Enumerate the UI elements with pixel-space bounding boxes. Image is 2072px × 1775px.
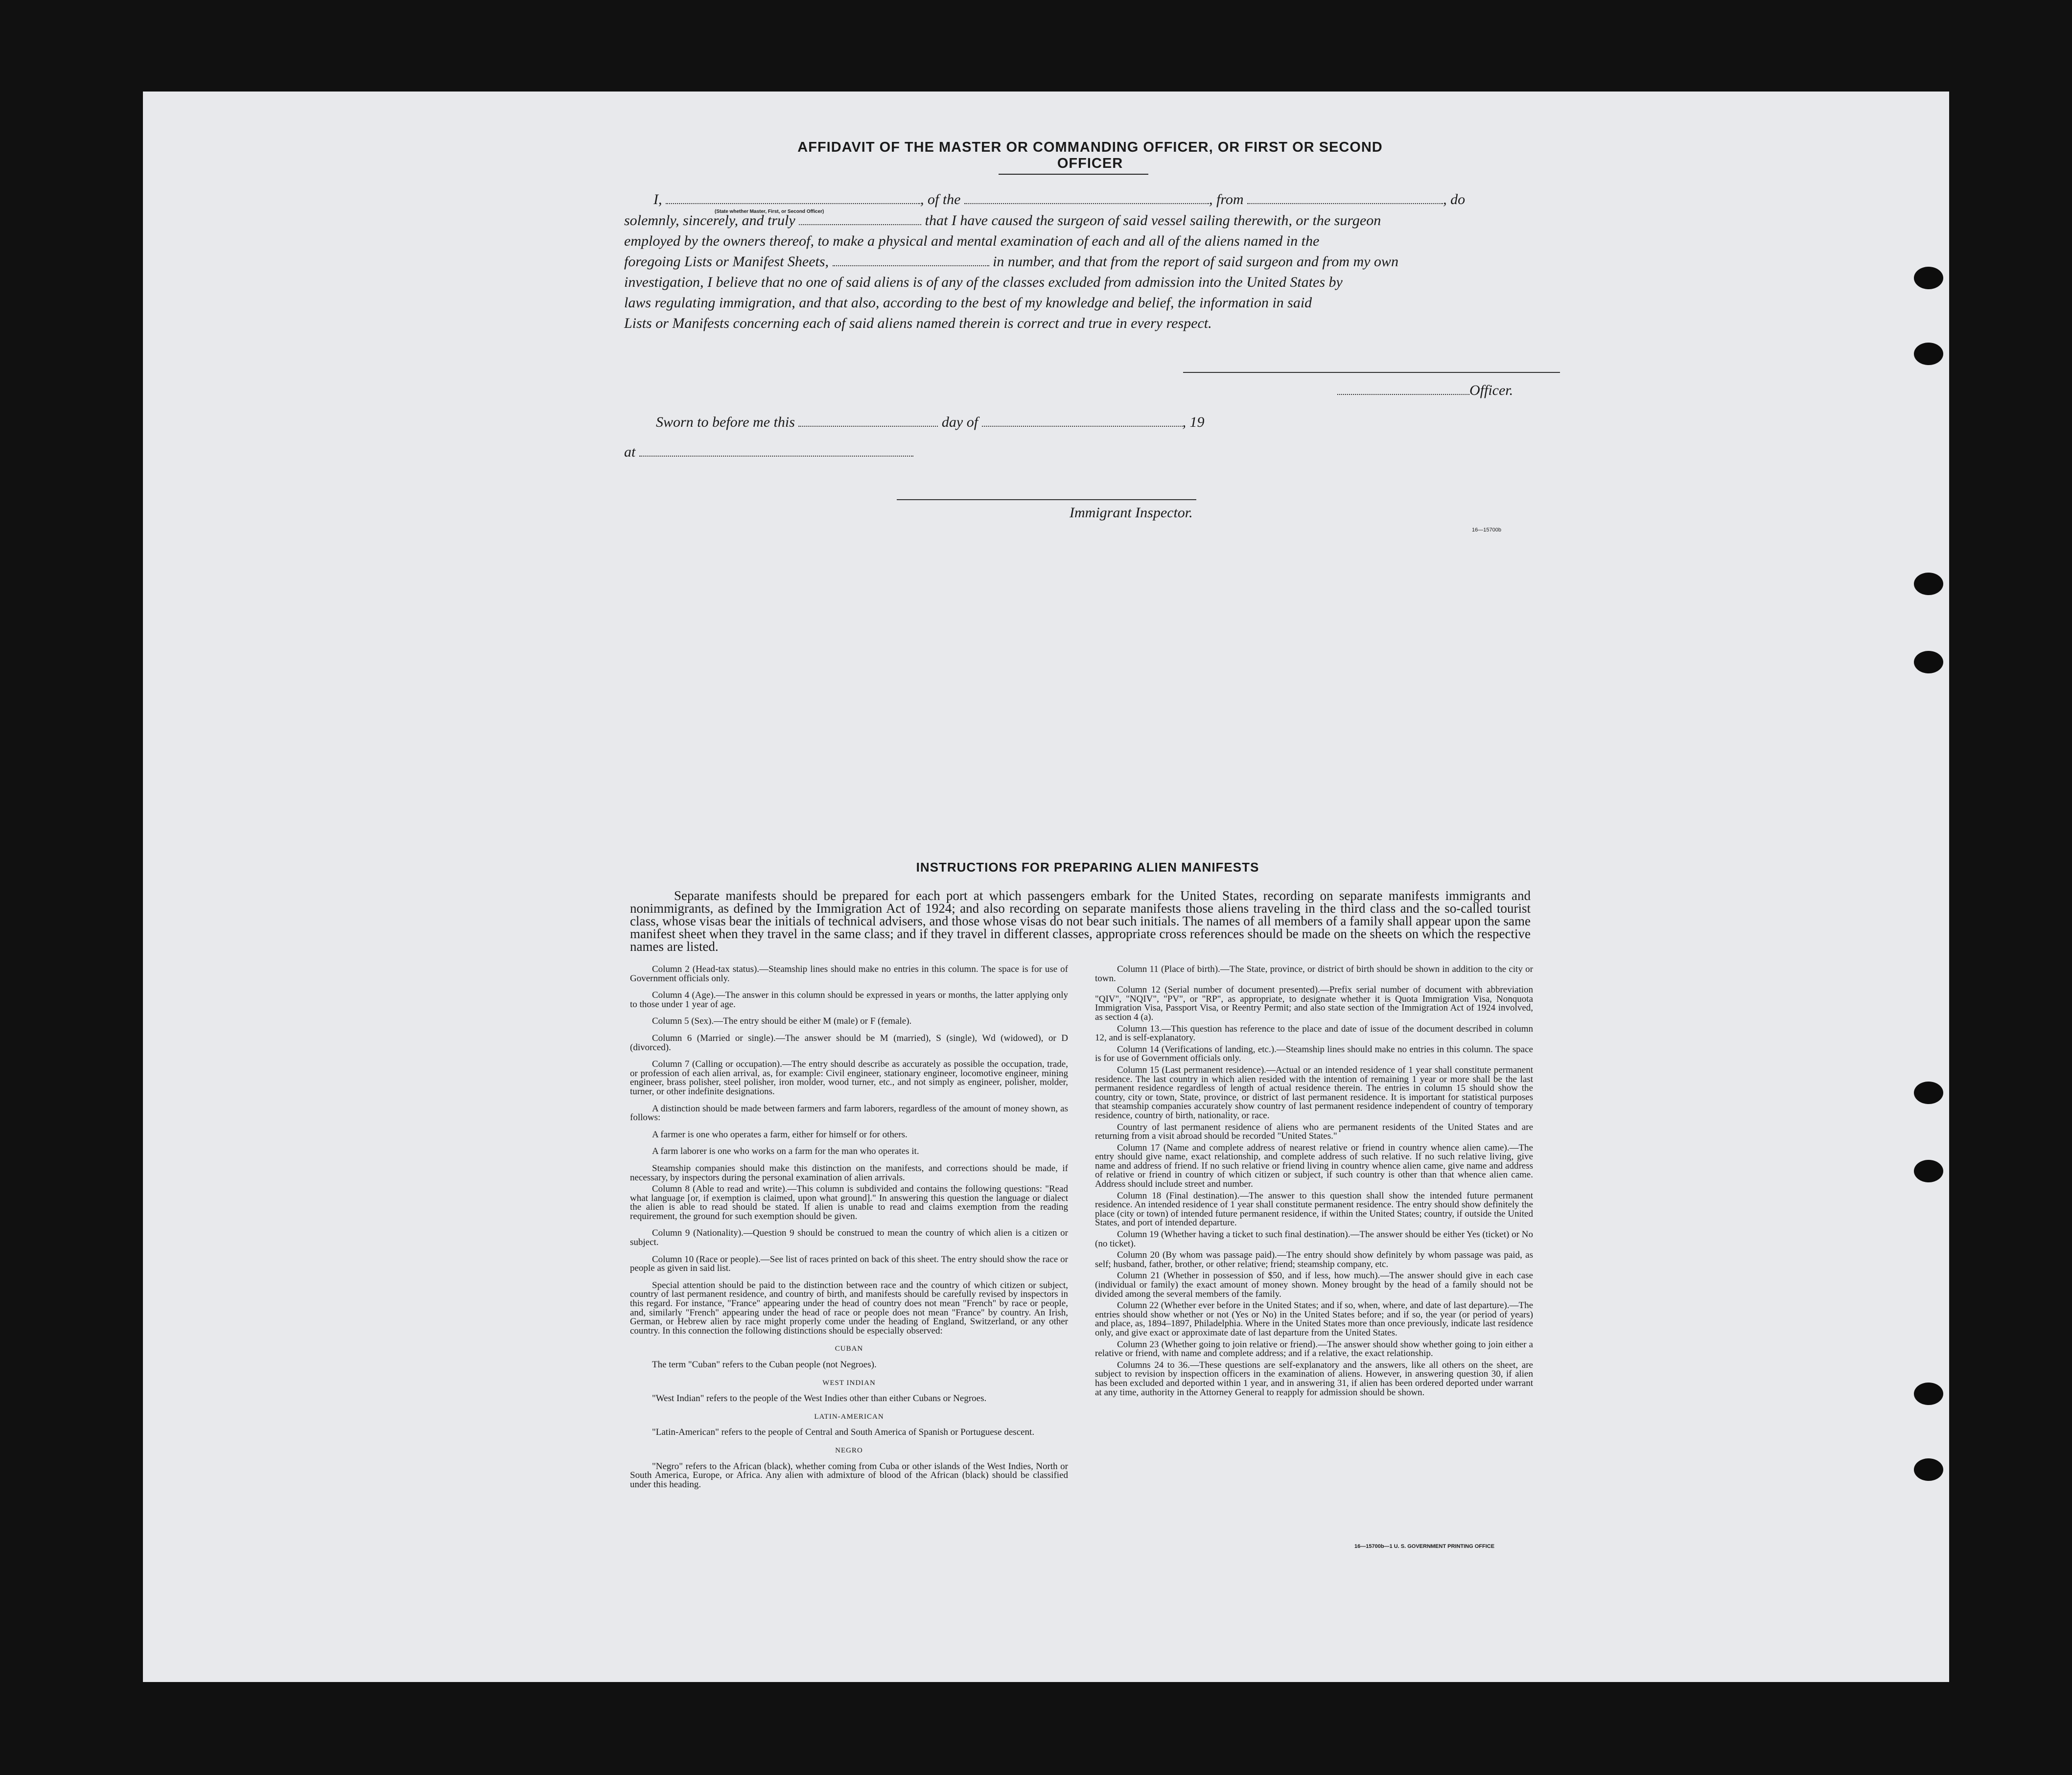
- negro-text: "Negro" refers to the African (black), whether coming from Cuba or other islands of the West Indies, North or South America, Europe, or Africa. Any alien with admixture of blood of the African (black) should be classified under this heading.: [630, 1461, 1068, 1490]
- affidavit-line-7: Lists or Manifests concerning each of said aliens named therein is correct and true in every respect.: [624, 315, 1212, 331]
- column-18-text: Column 18 (Final destination).—The answer to this question shall show the intended future permanent residence. An intended residence of 1 year shall constitute permanent residence. The entry should show definitely the place (city or town) of intended future permanent residence, if within the United States; country, if outside the United States, and port of intended departure.: [1095, 1190, 1533, 1228]
- instructions-title: INSTRUCTIONS FOR PREPARING ALIEN MANIFESTS: [916, 860, 1259, 875]
- column-20-text: Column 20 (By whom was passage paid).—The entry should show definitely by whom passage was paid, as self; husband, father, brother, or other relative; friend; steamship company, etc.: [1095, 1250, 1533, 1269]
- title-divider: [999, 174, 1148, 175]
- sheet-count-blank[interactable]: [833, 252, 989, 266]
- column-21-text: Column 21 (Whether in possession of $50, and if less, how much).—The answer should give in each case (individual or family) the exact amount of money shown. Money brought by the head of a family should not be divided among the several members of the family.: [1095, 1270, 1533, 1299]
- form-code: 16—15700b: [1472, 527, 1501, 533]
- punch-hole: [1914, 573, 1943, 595]
- column-10-text: Column 10 (Race or people).—See list of races printed on back of this sheet. The entry should show the race or people as given in said list.: [630, 1254, 1068, 1274]
- punch-hole: [1914, 1383, 1943, 1405]
- affidavit-line-3: employed by the owners thereof, to make a physical and mental examination of each and all of the aliens named in the: [624, 233, 1320, 249]
- from-label: , from: [1209, 191, 1244, 207]
- punch-hole: [1914, 1160, 1943, 1182]
- west-indian-heading: WEST INDIAN: [822, 1379, 876, 1387]
- affidavit-title: AFFIDAVIT OF THE MASTER OR COMMANDING OFFICER, OR FIRST OR SECOND OFFICER: [797, 139, 1383, 171]
- column-19-text: Column 19 (Whether having a ticket to such final destination).—The answer should be either Yes (ticket) or No (no ticket).: [1095, 1229, 1533, 1249]
- punch-hole: [1914, 1082, 1943, 1104]
- rank-note: (State whether Master, First, or Second Officer): [715, 209, 824, 214]
- column-23-text: Column 23 (Whether going to join relative or friend).—The answer should show whether going to join either a relative or friend, with name and complete address; and if a relative, the exact relationship.: [1095, 1339, 1533, 1359]
- farm-laborer-text: A farm laborer is one who works on a farm for the man who operates it.: [652, 1146, 919, 1157]
- special-attention-text: Special attention should be paid to the distinction between race and the country of which citizen or subject, country of last permanent residence, and country of birth, and manifests should be carefully revised by inspectors in this regard. For instance, "France" appearing under the head of country does not mean "French" by race or people, and, similarly "French" appearing under the head of race or people does not mean "France" by country. An Irish, German, or Hebrew alien by race might properly come under the heading of England, Switzerland, or any other country. In this connection the following distinctions should be especially observed:: [630, 1280, 1068, 1336]
- instructions-intro: Separate manifests should be prepared for each port at which passengers embark for the United States, recording on separate manifests immigrants and nonimmigrants, as defined by the Immigration Act of 1924; and also recording on separate manifests those aliens traveling in the third class and the so-called tourist class, whose visas bear the initials of technical advisers, and those whose visas do not bear such initials. The names of all members of a family shall appear upon the same manifest sheet when they travel in the same class; and if they travel in different classes, appropriate cross references should be made on the sheets on which the respective names are listed.: [630, 888, 1531, 954]
- steamship-text: Steamship companies should make this distinction on the manifests, and corrections should be made, if necessary, by inspectors during the personal examination of alien arrivals.: [630, 1163, 1068, 1183]
- officer-label: Officer.: [1469, 382, 1513, 398]
- day-blank[interactable]: [798, 412, 938, 427]
- column-17-text: Column 17 (Name and complete address of nearest relative or friend in country whence alien came).—The entry should give name, exact relationship, and complete address of such relative. If no such relative living, give name and address of friend. If no such relative or friend living in country whence alien came, give name and address of relative or friend in country of which citizen or subject, if such country is other than that whence alien came. Address should include street and number.: [1095, 1142, 1533, 1190]
- instructions-right-column: [1095, 965, 1533, 1400]
- inspector-label: Immigrant Inspector.: [1070, 505, 1193, 521]
- month-blank[interactable]: [982, 412, 1183, 427]
- punch-hole: [1914, 343, 1943, 365]
- do-label: , do: [1443, 191, 1466, 207]
- cuban-heading: CUBAN: [835, 1345, 863, 1353]
- i-label: I,: [653, 191, 662, 207]
- column-22-text: Column 22 (Whether ever before in the United States; and if so, when, where, and date of last departure).—The entries should show whether or not (Yes or No) in the United States before; and if so, the year (or period of years) and place, as, 1894–1897, Philadelphia. Where in the United States more than once previously, indicate last residence only, and give exact or approximate date of last departure from the United States.: [1095, 1300, 1533, 1338]
- negro-heading: NEGRO: [835, 1446, 863, 1454]
- column-6-text: Column 6 (Married or single).—The answer should be M (married), S (single), Wd (widowed), or D (divorced).: [630, 1033, 1068, 1053]
- column-13-text: Column 13.—This question has reference to the place and date of issue of the document described in column 12, and is self-explanatory.: [1095, 1023, 1533, 1043]
- inspector-signature-line[interactable]: [897, 499, 1196, 500]
- affidavit-line-2: solemnly, sincerely, and truly that I have caused the surgeon of said vessel sailing therewith, or the surgeon: [624, 210, 1381, 231]
- punch-hole: [1914, 1458, 1943, 1481]
- punch-hole: [1914, 651, 1943, 673]
- column-8-text: Column 8 (Able to read and write).—This column is subdivided and contains the following questions: "Read what language [or, if exemption is claimed, upon what ground]." In answering this question the language or dialect the alien is able to read should be stated. If alien is unable to read and claims exemption from the reading requirement, the ground for such exemption should be given.: [630, 1184, 1068, 1222]
- instructions-left-column: [630, 965, 1068, 1492]
- latin-american-text: "Latin-American" refers to the people of Central and South America of Spanish or Portuguese descent.: [652, 1427, 1035, 1438]
- at-line: at: [624, 442, 913, 462]
- officer-line: [1337, 380, 1513, 401]
- oath-blank[interactable]: [799, 210, 921, 225]
- port-blank[interactable]: [1247, 189, 1443, 204]
- of-the-label: , of the: [920, 191, 961, 207]
- column-15-text: Column 15 (Last permanent residence).—Actual or an intended residence of 1 year shall constitute permanent residence. The last country in which alien resided with the intention of remaining 1 year or more shall be the last permanent residence regardless of length of actual residence therein. The entries in column 15 should show the country, city or town, State, province, or district of last permanent residence. It is important for statistical purposes that steamship companies accurately show country of last permanent residence independent of country of temporary residence, country of birth, nationality, or race.: [1095, 1064, 1533, 1121]
- signature-line-1[interactable]: [1183, 372, 1560, 373]
- printing-office-code: 16—15700b—1 U. S. GOVERNMENT PRINTING OFFICE: [1354, 1544, 1495, 1549]
- affidavit-line-6: laws regulating immigration, and that also, according to the best of my knowledge and belief, the information in said: [624, 295, 1312, 311]
- punch-hole: [1914, 267, 1943, 289]
- column-4-text: Column 4 (Age).—The answer in this column should be expressed in years or months, the latter applying only to those under 1 year of age.: [630, 990, 1068, 1010]
- column-11-text: Column 11 (Place of birth).—The State, province, or district of birth should be shown in addition to the city or town.: [1095, 964, 1533, 984]
- document-page: [143, 92, 1949, 1682]
- columns-24-36-text: Columns 24 to 36.—These questions are self-explanatory and the answers, like all others on the sheet, are subject to revision by inspection officers in the examination of aliens. However, in answering question 30, if alien has been excluded and deported within 1 year, and in answering 31, if alien has been ordered deported under warrant at any time, authority in the Attorney General to reapply for admission should be shown.: [1095, 1360, 1533, 1398]
- officer-blank[interactable]: [1337, 380, 1469, 395]
- affidavit-line-1: [653, 189, 1465, 210]
- affidavit-line-4: foregoing Lists or Manifest Sheets, in number, and that from the report of said surgeon and from my own: [624, 252, 1398, 272]
- rank-blank[interactable]: [666, 189, 920, 204]
- cuban-text: The term "Cuban" refers to the Cuban people (not Negroes).: [652, 1360, 877, 1370]
- column-9-text: Column 9 (Nationality).—Question 9 should be construed to mean the country of which alien is a citizen or subject.: [630, 1228, 1068, 1248]
- place-blank[interactable]: [639, 442, 913, 457]
- west-indian-text: "West Indian" refers to the people of the West Indies other than either Cubans or Negroes.: [652, 1393, 987, 1404]
- column-14-text: Column 14 (Verifications of landing, etc.).—Steamship lines should make no entries in this column. The space is for use of Government officials only.: [1095, 1044, 1533, 1064]
- column-12-text: Column 12 (Serial number of document presented).—Prefix serial number of document with abbreviation "QIV", "NQIV", "PV", or "RP", as appropriate, to designate whether it is Quota Immigration Visa, Nonquota Immigration Visa, Passport Visa, or Reentry Permit; and also state section of the Immigration Act of 1924 involved, as section 4 (a).: [1095, 985, 1533, 1022]
- distinction-text: A distinction should be made between farmers and farm laborers, regardless of the amount of money shown, as follows:: [630, 1103, 1068, 1123]
- sworn-line: Sworn to before me this day of , 19: [656, 412, 1205, 433]
- farmer-text: A farmer is one who operates a farm, either for himself or for others.: [652, 1129, 908, 1140]
- affidavit-line-5: investigation, I believe that no one of said aliens is of any of the classes excluded from admission into the United States by: [624, 274, 1343, 290]
- vessel-blank[interactable]: [964, 189, 1209, 204]
- column-7-text: Column 7 (Calling or occupation).—The entry should describe as accurately as possible the occupation, trade, or profession of each alien arrival, as, for example: Civil engineer, stationary engineer, locomotive engineer, mining engineer, brass polisher, steel polisher, iron molder, wood turner, etc., and not simply as engineer, polisher, molder, turner, or other indefinite designations.: [630, 1059, 1068, 1097]
- country-residence-text: Country of last permanent residence of aliens who are permanent residents of the United States and are returning from a visit abroad should be recorded "United States.": [1095, 1122, 1533, 1142]
- column-5-text: Column 5 (Sex).—The entry should be either M (male) or F (female).: [652, 1016, 912, 1027]
- column-2-text: Column 2 (Head-tax status).—Steamship lines should make no entries in this column. The space is for use of Government officials only.: [630, 964, 1068, 984]
- latin-american-heading: LATIN-AMERICAN: [814, 1412, 884, 1421]
